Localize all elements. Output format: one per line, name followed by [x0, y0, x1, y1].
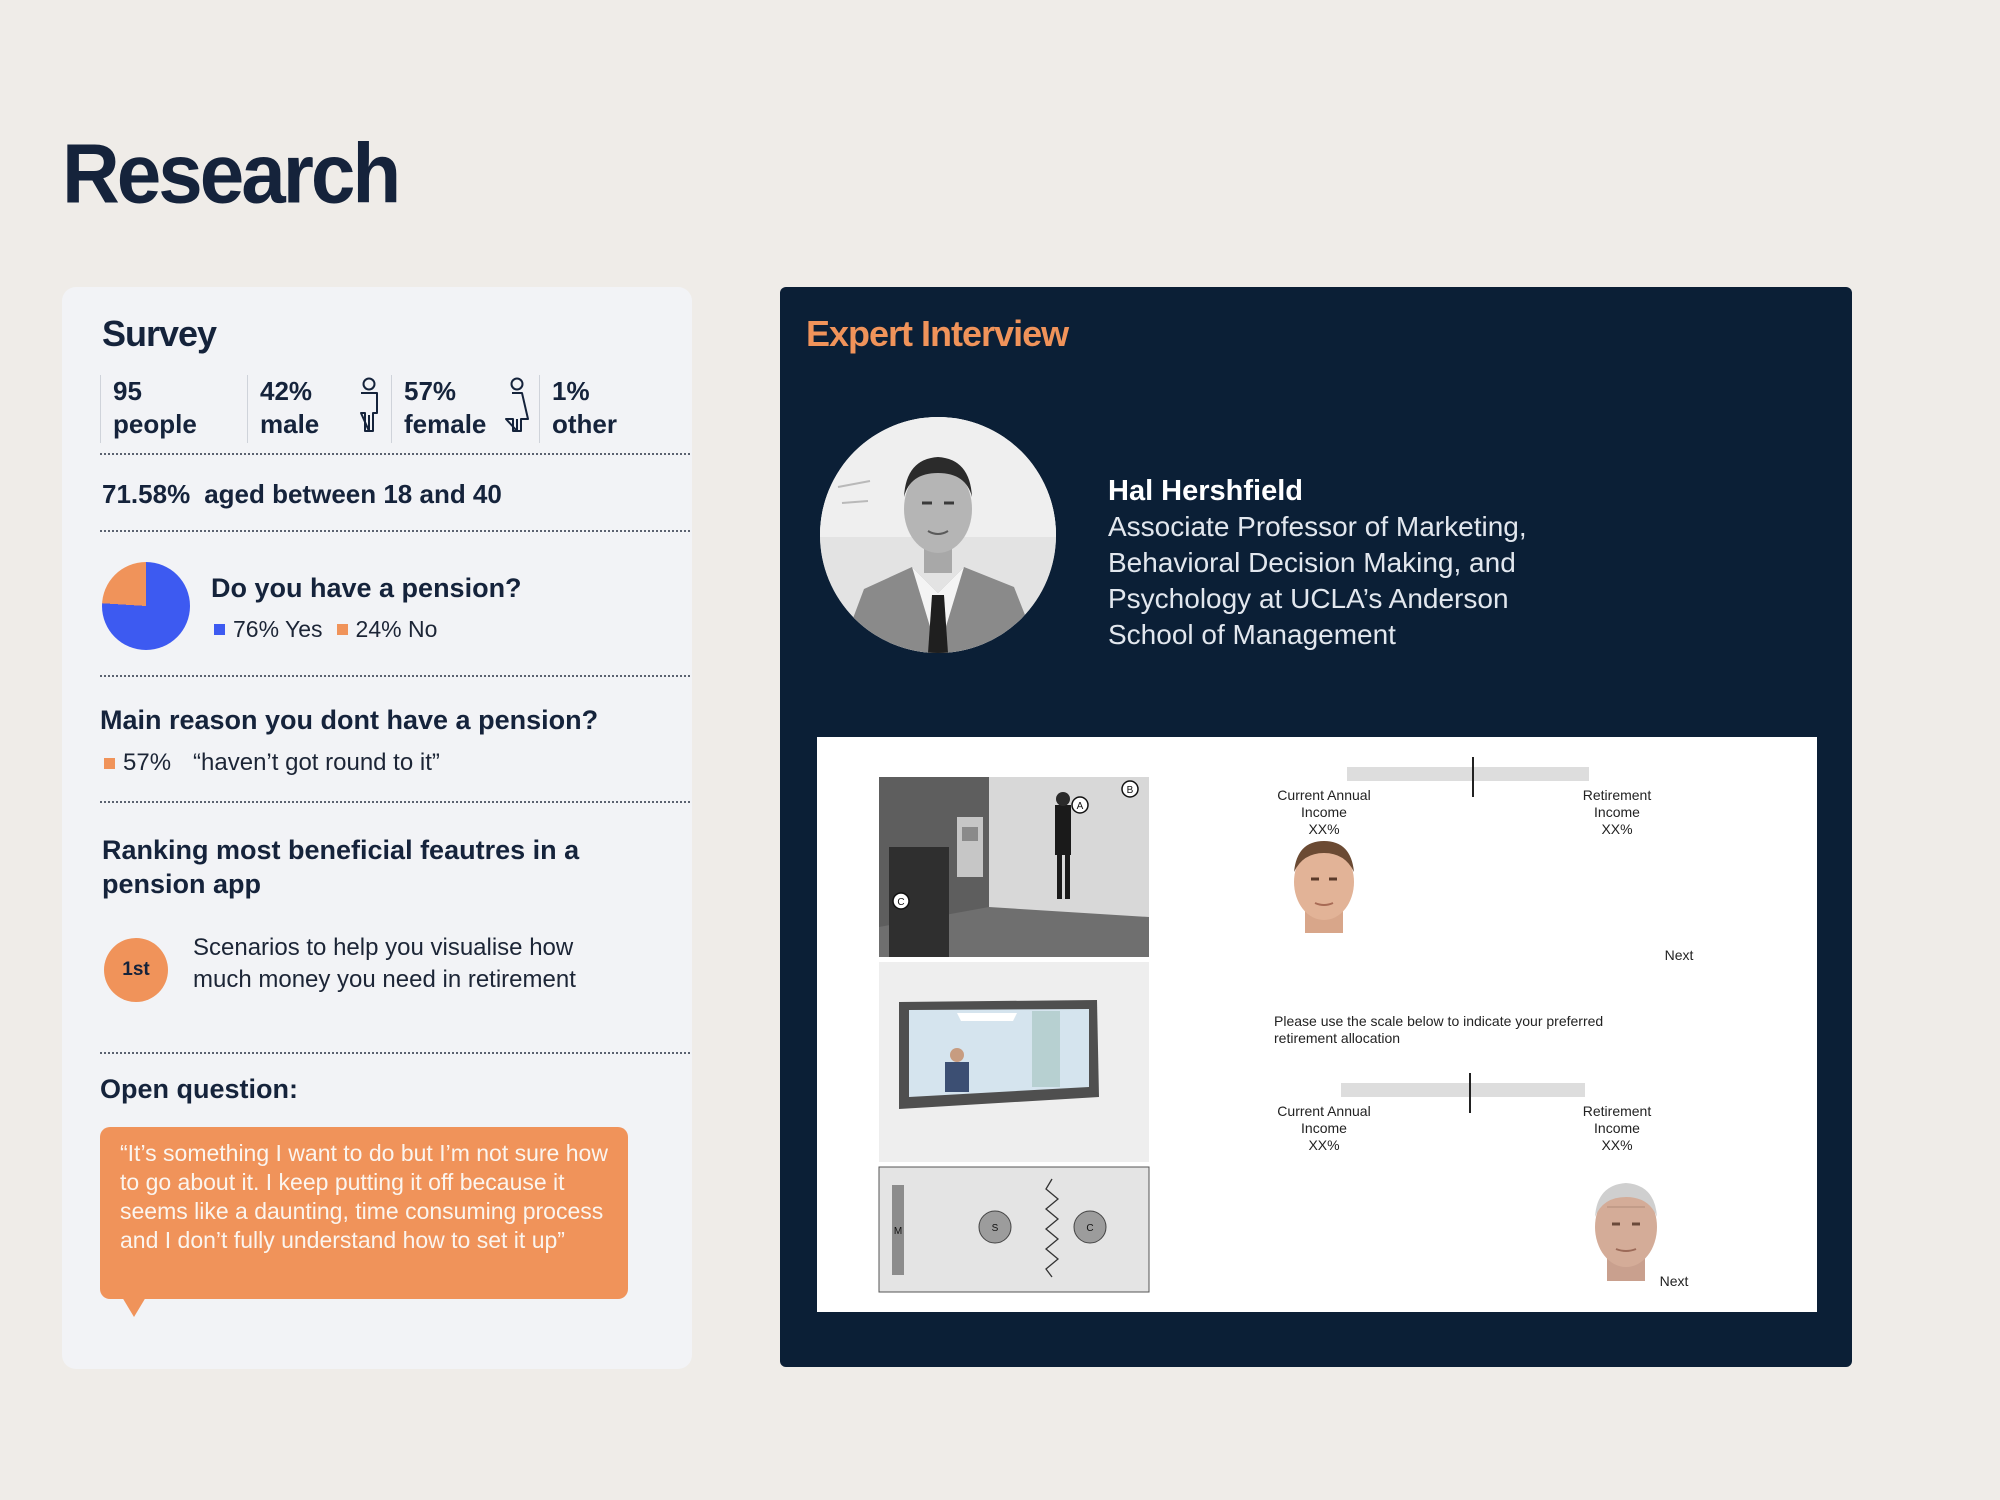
- expert-title: Expert Interview: [806, 313, 1069, 354]
- survey-stats-row: [100, 375, 688, 443]
- next-button[interactable]: Next: [1664, 947, 1694, 963]
- marker-c: C: [897, 897, 905, 908]
- current-income-pct: XX%: [1308, 821, 1340, 837]
- marker-m: M: [893, 1226, 903, 1237]
- legend-yes-swatch: [214, 624, 225, 635]
- pension-legend: [214, 616, 451, 643]
- current-income-label: Income: [1301, 804, 1347, 820]
- rank-badge: 1st: [104, 938, 168, 1002]
- aged-avatar-face: [1595, 1183, 1657, 1281]
- next-button[interactable]: Next: [1659, 1273, 1689, 1289]
- vr-room-photo: [879, 777, 1149, 957]
- retirement-income-label: Retirement: [1582, 1103, 1652, 1119]
- quote-bubble: “It’s something I want to do but I’m not sure how to go about it. I keep putting it off because it seems like a daunting, time consuming process and I don’t fully understand how to set it up”: [100, 1127, 628, 1299]
- allocation-screen-future: [1277, 1073, 1688, 1289]
- expert-name: Hal Hershfield: [1108, 475, 1303, 507]
- current-income-pct: XX%: [1308, 1137, 1340, 1153]
- lab-layout-diagram: [879, 1167, 1149, 1292]
- current-income-label: Income: [1301, 1120, 1347, 1136]
- divider: [100, 1052, 690, 1054]
- current-income-label: Current Annual: [1277, 787, 1371, 803]
- retirement-income-pct: XX%: [1601, 1137, 1633, 1153]
- legend-yes-label: 76% Yes: [233, 616, 323, 642]
- expert-portrait: [820, 417, 1056, 653]
- marker-c2: C: [1086, 1223, 1094, 1234]
- survey-title: Survey: [102, 313, 217, 354]
- divider: [100, 801, 690, 803]
- female-figure-icon: [503, 377, 531, 435]
- stat-male-label: male: [260, 409, 320, 439]
- allocation-slider-handle: [1472, 757, 1474, 797]
- stat-people-label: people: [113, 409, 197, 439]
- reason-question: Main reason you dont have a pension?: [100, 705, 599, 735]
- page-title: Research: [62, 126, 399, 221]
- age-stat: [102, 479, 502, 510]
- retirement-income-label: Retirement: [1582, 787, 1652, 803]
- instruction-text: Please use the scale below to indicate your preferred: [1274, 1013, 1604, 1029]
- stat-male: [247, 375, 391, 443]
- virtual-mirror-image: [879, 962, 1149, 1162]
- allocation-slider-track: [1341, 1083, 1585, 1097]
- stat-other: [539, 375, 669, 443]
- legend-no: [337, 616, 438, 643]
- marker-a: A: [1076, 801, 1084, 812]
- marker-b: B: [1126, 785, 1134, 796]
- retirement-income-label: Income: [1594, 1120, 1640, 1136]
- current-income-label: Current Annual: [1277, 1103, 1371, 1119]
- pension-question: Do you have a pension?: [211, 573, 522, 603]
- reason-percent: 57%: [123, 749, 172, 776]
- open-question-title: Open question:: [100, 1074, 298, 1104]
- quote-bubble-tail: [122, 1297, 146, 1317]
- stat-people: [100, 375, 247, 443]
- allocation-screen-current: [1277, 757, 1693, 963]
- legend-yes: [214, 616, 323, 643]
- reason-swatch: [104, 758, 115, 769]
- stat-female: [391, 375, 539, 443]
- age-stat-text: aged between 18 and 40: [204, 479, 502, 509]
- stat-male-value: 42%: [260, 376, 313, 406]
- stat-female-value: 57%: [404, 376, 457, 406]
- stat-people-value: 95: [113, 376, 142, 406]
- male-figure-icon: [355, 377, 383, 435]
- divider: [100, 530, 690, 532]
- reason-answer: [104, 749, 440, 777]
- reason-answer-text: “haven’t got round to it”: [193, 749, 440, 776]
- survey-card: [62, 287, 692, 1369]
- allocation-slider-handle: [1469, 1073, 1471, 1113]
- expert-interview-panel: [780, 287, 1852, 1367]
- young-avatar-face: [1294, 841, 1354, 933]
- age-stat-value: 71.58%: [102, 479, 191, 509]
- retirement-income-pct: XX%: [1601, 821, 1633, 837]
- instruction-text: retirement allocation: [1274, 1030, 1401, 1046]
- stat-female-label: female: [404, 409, 487, 439]
- divider: [100, 453, 690, 455]
- marker-s: S: [991, 1223, 999, 1234]
- ranking-question: Ranking most beneficial feautres in a pension app: [102, 835, 580, 899]
- ranking-answer: Scenarios to help you visualise how much money you need in retirement: [193, 934, 576, 993]
- stat-other-label: other: [552, 409, 617, 439]
- stat-other-value: 1%: [552, 376, 590, 406]
- expert-role: Associate Professor of Marketing, Behavioral Decision Making, and Psychology at UCLA’s Anderson School of Management: [1108, 511, 1527, 650]
- legend-no-swatch: [337, 624, 348, 635]
- legend-no-label: 24% No: [355, 616, 438, 642]
- study-figure: [817, 737, 1817, 1312]
- allocation-slider-track: [1347, 767, 1589, 781]
- divider: [100, 675, 690, 677]
- retirement-income-label: Income: [1594, 804, 1640, 820]
- pension-pie-chart: [102, 562, 190, 650]
